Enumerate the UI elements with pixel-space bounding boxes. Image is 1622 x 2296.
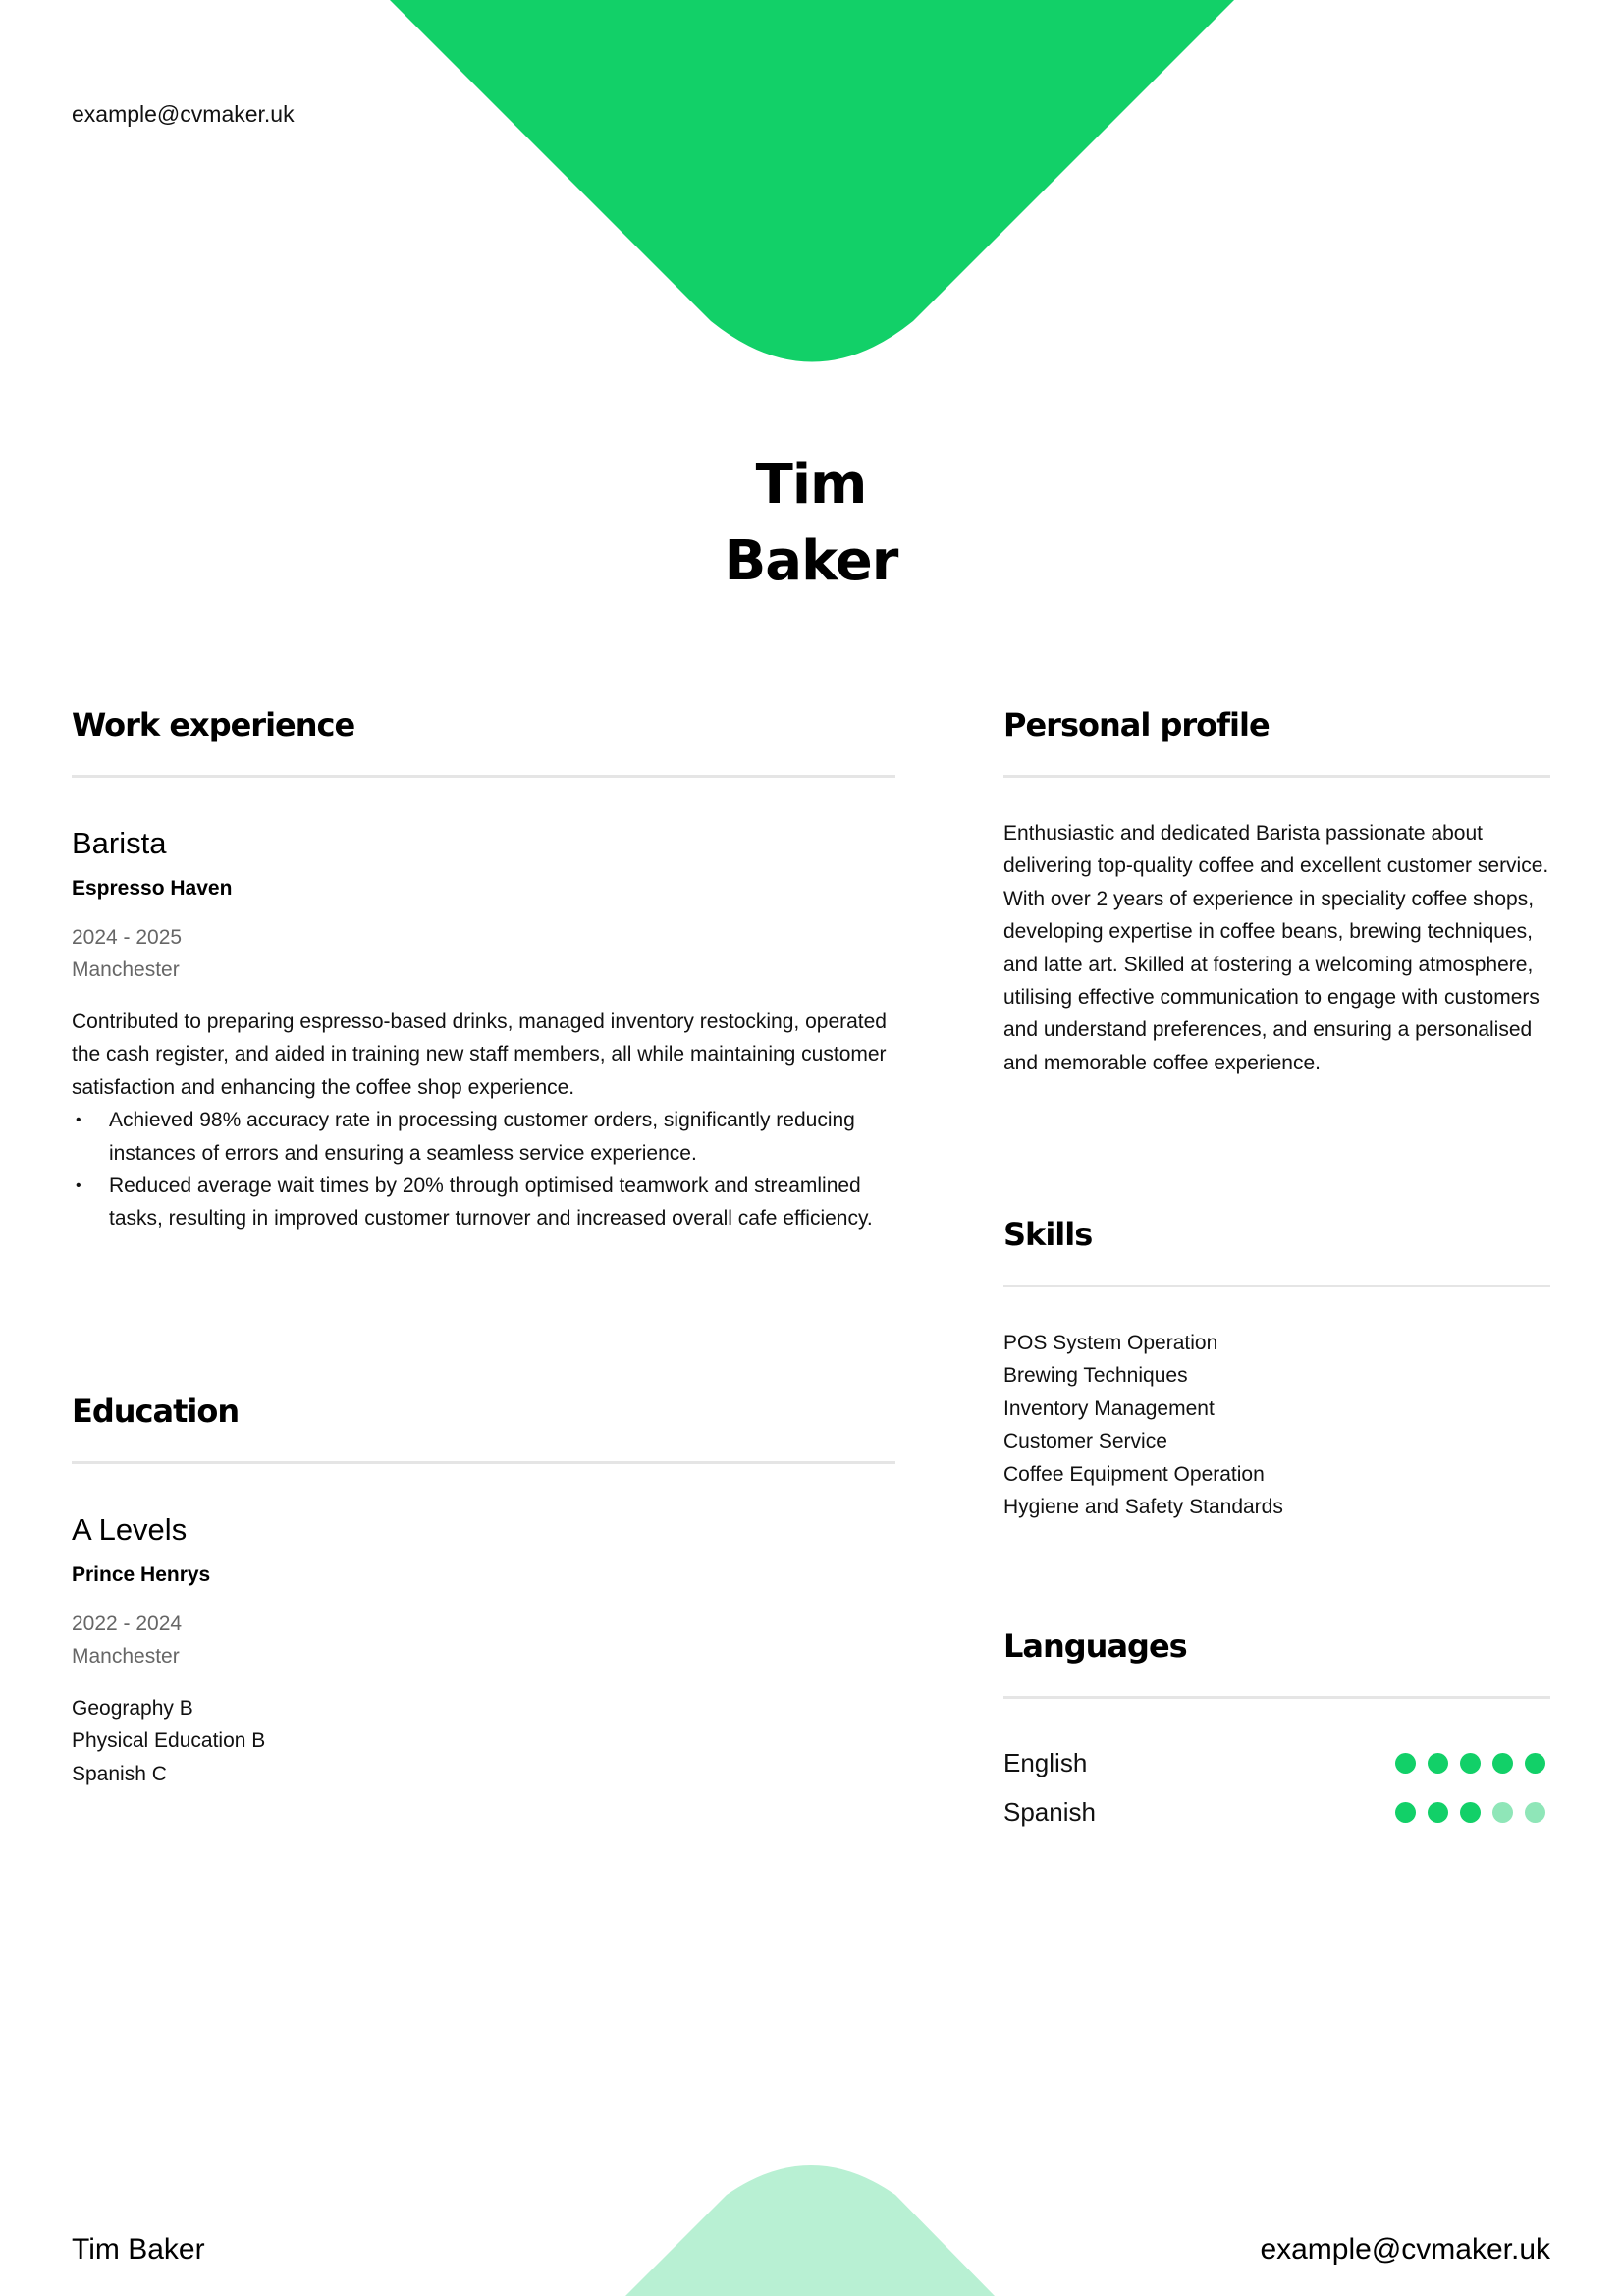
section-title-work-experience: Work experience [72,706,355,743]
rating-dot-empty [1492,1802,1513,1823]
proficiency-rating [1395,1753,1545,1774]
rating-dot-filled [1395,1753,1416,1774]
language-row-english [1003,1738,1550,1787]
skill-item: Brewing Techniques [1003,1364,1188,1388]
languages-list [1003,1738,1550,1836]
header-email: example@cvmaker.uk [72,101,295,127]
rating-dot-filled [1460,1753,1481,1774]
achievement-item: • Achieved 98% accuracy rate in processing customer orders, significantly reducing instances of errors and ensuring a seamless service experience. [72,1104,895,1170]
education-entry [72,1510,895,1790]
skill-item: Inventory Management [1003,1396,1215,1420]
education-section [72,1392,895,1790]
section-title-skills: Skills [1003,1216,1093,1253]
institution: Prince Henrys [72,1563,211,1586]
subjects-list [72,1692,895,1790]
education-location: Manchester [72,1645,180,1667]
footer-email: example@cvmaker.uk [1260,2233,1550,2266]
language-row-spanish [1003,1787,1550,1836]
achievement-item: • Reduced average wait times by 20% through optimised teamwork and streamlined tasks, resulting in improved customer turnover and increased overall cafe efficiency. [72,1170,895,1235]
job-description: Contributed to preparing espresso-based drinks, managed inventory restocking, operated the cash register, and aided in training new staff members, all while maintaining customer satisfaction and enhancing the coffee shop experience. [72,1011,887,1099]
rating-dot-filled [1525,1753,1545,1774]
section-divider [1003,1696,1550,1699]
rating-dot-filled [1428,1753,1448,1774]
work-entry [72,824,895,1235]
skill-item: Coffee Equipment Operation [1003,1462,1265,1486]
subject-item: Spanish C [72,1762,167,1785]
language-name: Spanish [1003,1796,1096,1827]
skills-list [1003,1327,1550,1523]
section-title-personal-profile: Personal profile [1003,706,1270,743]
job-achievements [72,1104,895,1235]
skill-item: Hygiene and Safety Standards [1003,1496,1283,1519]
subject-item: Physical Education B [72,1729,266,1753]
candidate-name [0,447,1622,600]
footer-name: Tim Baker [72,2233,205,2266]
section-divider [1003,775,1550,778]
last-name: Baker [724,529,898,593]
section-divider [1003,1285,1550,1287]
first-name: Tim [755,453,867,517]
section-divider [72,1461,895,1464]
proficiency-rating [1395,1802,1545,1823]
section-title-languages: Languages [1003,1627,1187,1665]
skill-item: Customer Service [1003,1430,1167,1453]
profile-text: Enthusiastic and dedicated Barista passionate about delivering top-quality coffee and excellent customer service. With over 2 years of experience in speciality coffee shops, developing expertise in coffee beans, brewing techniques, and latte art. Skilled at fostering a welcoming atmosphere, utilising effective communication to engage with customers and understand preferences, and ensuring a personalised and memorable coffee experience. [1003,822,1549,1074]
skills-section [1003,1215,1550,1523]
rating-dot-empty [1525,1802,1545,1823]
job-dates: 2024 - 2025 [72,926,183,949]
skill-item: POS System Operation [1003,1332,1218,1354]
job-location: Manchester [72,958,180,981]
personal-profile-section [1003,705,1550,1079]
work-experience-section [72,705,895,1235]
bottom-decorative-shape [0,2156,1622,2296]
rating-dot-filled [1492,1753,1513,1774]
language-name: English [1003,1747,1088,1777]
employer: Espresso Haven [72,877,233,900]
languages-section [1003,1626,1550,1836]
section-title-education: Education [72,1393,240,1430]
job-title: Barista [72,826,167,860]
rating-dot-filled [1395,1802,1416,1823]
section-divider [72,775,895,778]
qualification: A Levels [72,1512,188,1547]
rating-dot-filled [1428,1802,1448,1823]
subject-item: Geography B [72,1697,193,1720]
rating-dot-filled [1460,1802,1481,1823]
education-dates: 2022 - 2024 [72,1613,183,1635]
top-decorative-shape [0,0,1622,373]
